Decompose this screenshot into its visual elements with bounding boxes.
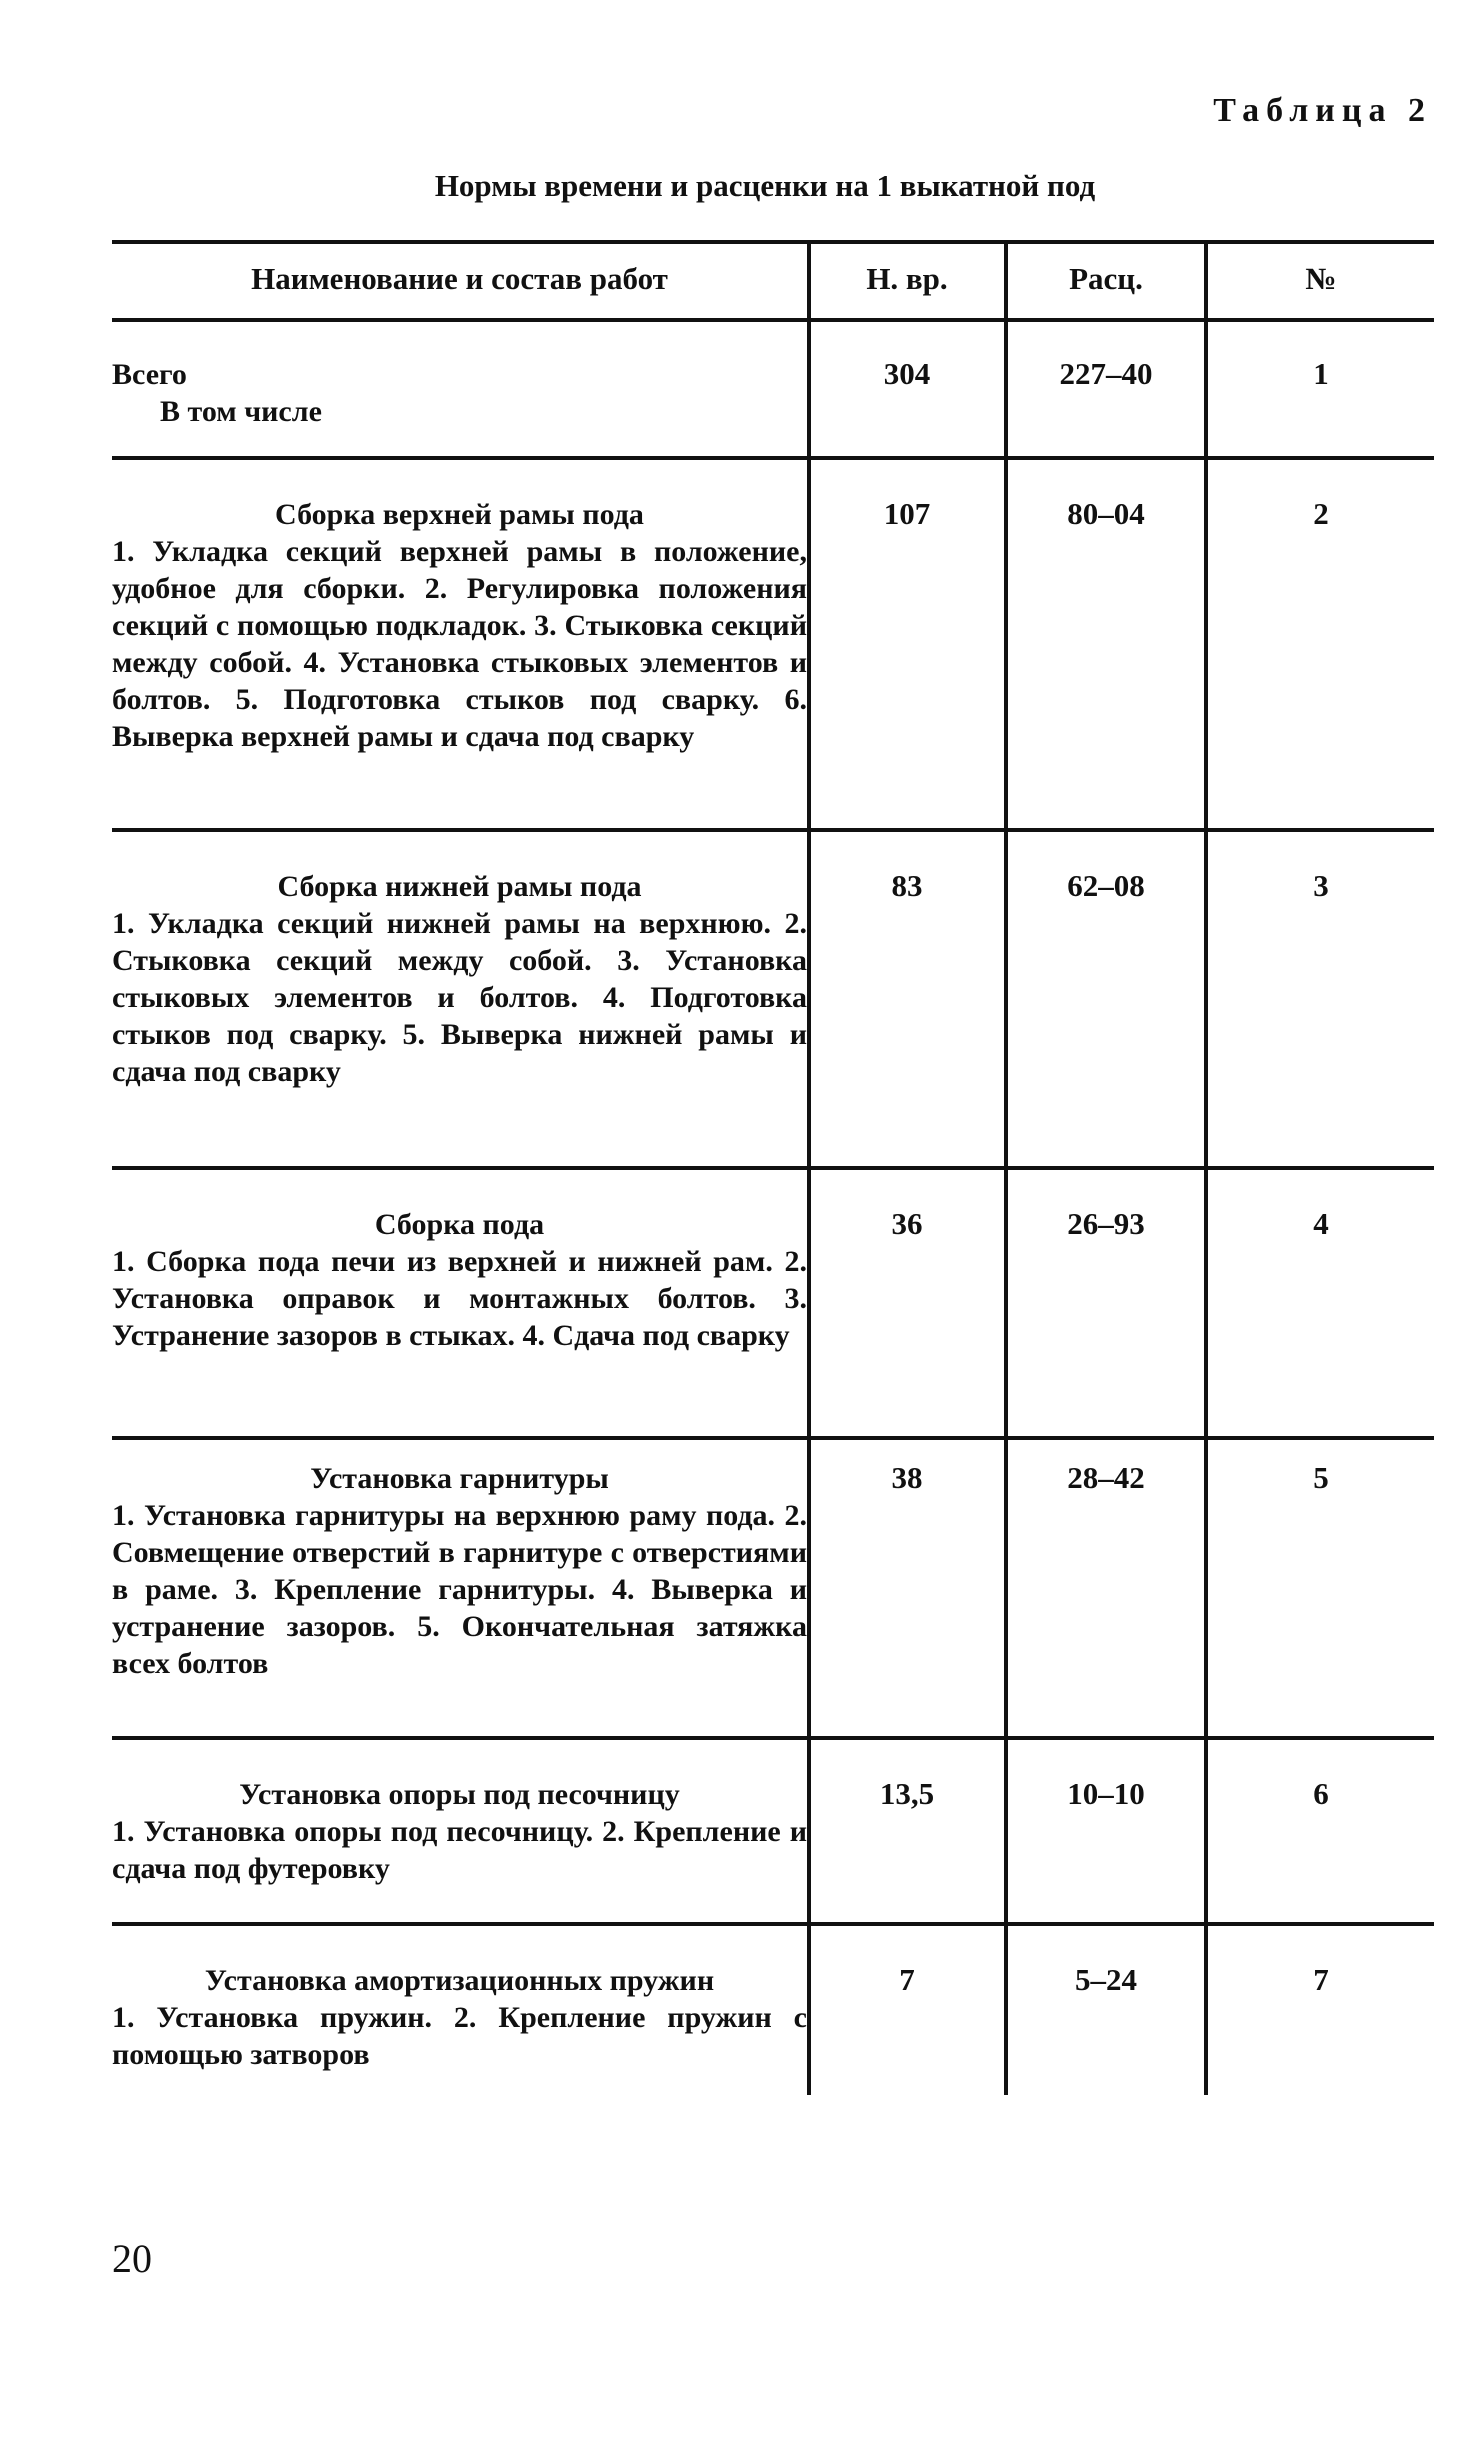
row-title: Сборка пода bbox=[374, 1208, 545, 1241]
row-text: 1. Установка гарнитуры на верхнюю раму пода. 2. Совмещение отверстий в гарнитуре с отверстиями в раме. 3. Крепление гарнитуры. 4. Выверка и устранение зазоров. 5. Окончательная затяжка всех болтов bbox=[112, 1499, 807, 1680]
rule-row-6 bbox=[112, 1922, 1434, 1926]
table-row bbox=[112, 472, 1434, 828]
rate-cell: 227–40 bbox=[1059, 356, 1153, 391]
row-text: 1. Укладка секций нижней рамы на верхнюю. 2. Стыковка секций между собой. 3. Установка стыковых элементов и болтов. 4. Подготовка стыков под сварку. 5. Выверка нижней рамы и сдача под сварку bbox=[112, 907, 807, 1088]
header-rate: Расц. bbox=[1069, 261, 1143, 296]
rule-header bbox=[112, 318, 1434, 322]
row-subtitle: В том числе bbox=[160, 395, 322, 428]
row-title: Сборка верхней рамы пода bbox=[275, 498, 644, 531]
header-work: Наименование и состав работ bbox=[251, 261, 668, 296]
rate-cell: 10–10 bbox=[1067, 1776, 1145, 1811]
table-row bbox=[112, 1446, 1434, 1736]
work-cell bbox=[112, 496, 807, 755]
rule-row-2 bbox=[112, 828, 1434, 832]
norms-table bbox=[112, 240, 1434, 2095]
page-number: 20 bbox=[112, 2236, 152, 2281]
table-row bbox=[112, 336, 1434, 456]
rate-cell: 5–24 bbox=[1075, 1962, 1137, 1997]
time-cell: 107 bbox=[883, 496, 931, 531]
rule-row-4 bbox=[112, 1436, 1434, 1440]
number-cell: 7 bbox=[1313, 1962, 1329, 1997]
number-cell: 4 bbox=[1313, 1206, 1329, 1241]
table-row bbox=[112, 1182, 1434, 1436]
rule-row-3 bbox=[112, 1166, 1434, 1170]
row-text: 1. Установка пружин. 2. Крепление пружин с помощью затворов bbox=[112, 2001, 807, 2071]
time-cell: 36 bbox=[891, 1206, 923, 1241]
work-cell bbox=[112, 1962, 807, 2073]
time-cell: 13,5 bbox=[879, 1776, 935, 1811]
rate-cell: 26–93 bbox=[1067, 1206, 1145, 1241]
row-title: Установка амортизационных пружин bbox=[204, 1964, 715, 1997]
number-cell: 3 bbox=[1313, 868, 1329, 903]
rate-cell: 62–08 bbox=[1067, 868, 1145, 903]
work-cell bbox=[112, 1776, 807, 1887]
row-title: Установка гарнитуры bbox=[310, 1462, 609, 1495]
table-row bbox=[112, 1938, 1434, 2095]
table-number-label: Таблица 2 bbox=[1213, 92, 1432, 129]
rule-row-5 bbox=[112, 1736, 1434, 1740]
time-cell: 7 bbox=[899, 1962, 915, 1997]
row-title: Сборка нижней рамы пода bbox=[277, 870, 642, 903]
number-cell: 6 bbox=[1313, 1776, 1329, 1811]
row-text: 1. Сборка пода печи из верхней и нижней рам. 2. Установка оправок и монтажных болтов. 3. Устранение зазоров в стыках. 4. Сдача под сварку bbox=[112, 1245, 807, 1352]
rate-cell: 28–42 bbox=[1067, 1460, 1145, 1495]
row-text: 1. Установка опоры под песочницу. 2. Крепление и сдача под футеровку bbox=[112, 1815, 807, 1885]
rule-row-1 bbox=[112, 456, 1434, 460]
row-text: 1. Укладка секций верхней рамы в положение, удобное для сборки. 2. Регулировка положения секций с помощью подкладок. 3. Стыковка секций между собой. 4. Установка стыковых элементов и болтов. 5. Подготовка стыков под сварку. 6. Выверка верхней рамы и сдача под сварку bbox=[112, 535, 807, 753]
table-caption: Нормы времени и расценки на 1 выкатной под bbox=[434, 168, 1096, 203]
work-cell bbox=[112, 1460, 807, 1682]
table-row bbox=[112, 1752, 1434, 1922]
table-row bbox=[112, 844, 1434, 1166]
header-no: № bbox=[1305, 261, 1337, 296]
work-cell bbox=[112, 356, 807, 430]
work-cell bbox=[112, 868, 807, 1090]
time-cell: 38 bbox=[891, 1460, 923, 1495]
time-cell: 304 bbox=[883, 356, 931, 391]
rate-cell: 80–04 bbox=[1067, 496, 1145, 531]
row-title: Всего bbox=[112, 358, 187, 391]
header-time: Н. вр. bbox=[866, 261, 948, 296]
time-cell: 83 bbox=[891, 868, 923, 903]
number-cell: 5 bbox=[1313, 1460, 1329, 1495]
number-cell: 1 bbox=[1313, 356, 1329, 391]
number-cell: 2 bbox=[1313, 496, 1329, 531]
work-cell bbox=[112, 1206, 807, 1354]
row-title: Установка опоры под песочницу bbox=[239, 1778, 680, 1811]
